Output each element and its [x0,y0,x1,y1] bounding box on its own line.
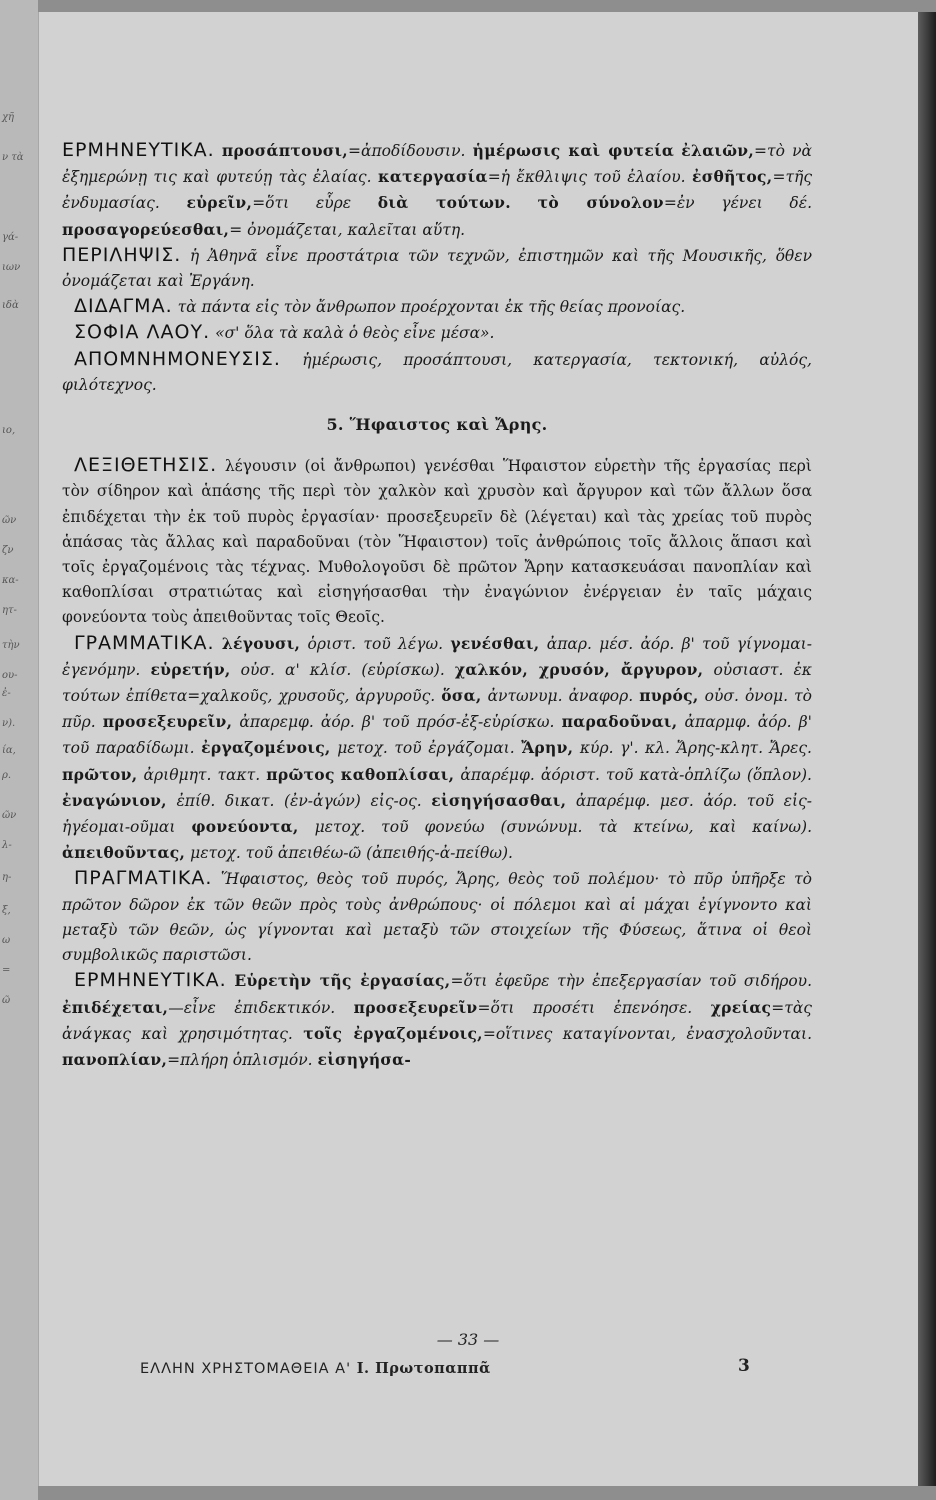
margin-fragment: η- [2,872,12,883]
margin-fragment: γά- [2,232,19,243]
signature-mark: 3 [738,1356,750,1376]
margin-fragment: ου- [2,670,18,681]
previous-page-edge [0,0,38,1500]
page-footer [140,1360,491,1377]
pragmatika-paragraph: ΠΡΑΓΜΑΤΙΚΑ. Ἥφαιστος, θεὸς τοῦ πυρός, Ἄρης, θεὸς τοῦ πολέμου· τὸ πῦρ ὑπῆρξε τὸ πρῶτον δῶρον ἐκ τῶν θεῶν πρὸς τοὺς ἀνθρώπους· οἱ πόλεμοι καὶ αἱ μάχαι ἐγίγνοντο καὶ μεταξὺ τῶν θεῶν, ὡς γίγνονται καὶ μεταξὺ τῶν στοιχείων τῆς Φύσεως, ἅτινα οἱ θεοὶ συμβολικῶς παριστῶσι. [62,867,812,965]
margin-fragment: ῶν [2,810,17,821]
margin-fragment: ἐ- [2,688,11,699]
margin-fragment: τὴν [2,640,20,651]
book-title: ΕΛΛΗΝ ΧΡΗΣΤΟΜΑΘΕΙΑ Α' [140,1361,352,1377]
margin-fragment: ω [2,935,11,946]
apomnimoneusis-paragraph: ΑΠΟΜΝΗΜΟΝΕΥΣΙΣ. ἡμέρωσις, προσάπτουσι, κατεργασία, τεκτονική, αὐλός, φιλότεχνος. [62,347,812,394]
page-number: — 33 — [436,1330,500,1349]
lexithetisis-paragraph: ΛΕΞΙΘΕΤΗΣΙΣ. λέγουσιν (οἱ ἄνθρωποι) γενέσθαι Ἥφαιστον εὑρετὴν τῆς ἐργασίας περὶ τὸν σίδηρον καὶ ἁπάσης τῆς περὶ τὸν χαλκὸν καὶ χρυσὸν καὶ ἄργυρον καὶ τῶν ἄλλων ὅσα ἐπιδέχεται τὴν ἐκ τοῦ πυρὸς ἐργασίαν· προσεξευρεῖν δὲ (λέγεται) καὶ τὰς χρείας τοῦ πυρὸς ἁπάσας τὰς ἄλλας καὶ παραδοῦναι (τὸν Ἥφαιστον) τοῖς ἀνθρώποις τοῖς ἄλλοις ἅπασι καὶ τοῖς ἐργαζομένοις τὰς τέχνας. Μυθολογοῦσι δὲ πρῶτον Ἄρην κατασκευάσαι πανοπλίαν καὶ καθοπλίσαι στρατιώτας καὶ εἰσηγήσασθαι τὴν ἐναγώνιον ἐνέργειαν ἐν ταῖς μάχαις φονεύοντα τοὺς ἀπειθοῦντας τοῖς Θεοῖς. [62,454,813,627]
margin-fragment: ῶν [2,515,17,526]
grammatika-paragraph: ΓΡΑΜΜΑΤΙΚΑ. λέγουσι, ὁριστ. τοῦ λέγω. γενέσθαι, ἀπαρ. μέσ. ἀόρ. β' τοῦ γίγνομαι-ἐγενόμην. εὑρετήν, οὐσ. α' κλίσ. (εὑρίσκω). χαλκόν, χρυσόν, ἄργυρον, οὐσιαστ. ἐκ τούτων ἐπίθετα=χαλκοῦς, χρυσοῦς, ἀργυροῦς. ὅσα, ἀντωνυμ. ἀναφορ. πυρός, οὐσ. ὀνομ. τὸ πῦρ. προσεξευρεῖν, ἀπαρεμφ. ἀόρ. β' τοῦ πρόσ-ἐξ-εὑρίσκω. παραδοῦναι, ἀπαρμφ. ἀόρ. β' τοῦ παραδίδωμι. ἐργαζομένοις, μετοχ. τοῦ ἐργάζομαι. Ἄρην, κύρ. γ'. κλ. Ἄρης-κλητ. Ἄρες. πρῶτον, ἀριθμητ. τακτ. πρῶτος καθοπλίσαι, ἀπαρέμφ. ἀόριστ. τοῦ κατὰ-ὁπλίζω (ὅπλον). ἐναγώνιον, ἐπίθ. δικατ. (ἐν-ἀγών) εἰς-ος. εἰσηγήσασθαι, ἀπαρέμφ. μεσ. ἀόρ. τοῦ εἰς-ἡγέομαι-οῦμαι φονεύοντα, μετοχ. τοῦ φονεύω (συνώνυμ. τὰ κτείνω, καὶ καίνω). ἀπειθοῦντας, μετοχ. τοῦ ἀπειθέω-ῶ (ἀπειθής-ἀ-πείθω). [62,631,813,863]
margin-fragment: κα- [2,575,19,586]
margin-fragment: ιδὰ [2,300,19,311]
book-author: Ι. Πρωτοπαππᾶ [356,1360,491,1377]
margin-fragment: ν τὰ [2,152,24,163]
margin-fragment: ιων [2,262,21,273]
periliipsis-paragraph: ΠΕΡΙΛΗΨΙΣ. ἡ Ἀθηνᾶ εἶνε προστάτρια τῶν τεχνῶν, ἐπιστημῶν καὶ τῆς Μουσικῆς, ὅθεν ὀνομάζεται καὶ Ἐργάνη. [62,243,812,291]
section-heading: 5. Ἥφαιστος καὶ Ἄρης. [326,415,548,435]
hermeneutika-2-paragraph: ΕΡΜΗΝΕΥΤΙΚΑ. Εὑρετὴν τῆς ἐργασίας,=ὅτι ἐφεῦρε τὴν ἐπεξεργασίαν τοῦ σιδήρου. ἐπιδέχεται,—εἶνε ἐπιδεκτικόν. προσεξευρεῖν=ὅτι προσέτι ἐπενόησε. χρείας=τὰς ἀνάγκας καὶ χρησιμότητας. τοῖς ἐργαζομένοις,=οἵτινες καταγίνονται, ἐνασχολοῦνται. πανοπλίαν,=πλήρη ὁπλισμόν. εἰσηγήσα- [62,969,813,1069]
margin-fragment: ν). [2,718,16,729]
sofia-laou-paragraph: ΣΟΦΙΑ ΛΑΟΥ. «σ' ὅλα τὰ καλὰ ὁ θεὸς εἶνε μέσα». [74,321,495,344]
margin-fragment: ιο, [2,425,16,436]
margin-fragment: λ- [2,840,12,851]
margin-fragment: ξ, [2,905,11,916]
page-body [62,138,812,1073]
margin-fragment: ῶ [2,995,11,1006]
didagma-paragraph: ΔΙΔΑΓΜΑ. τὰ πάντα εἰς τὸν ἄνθρωπον προέρχονται ἐκ τῆς θείας προνοίας. [74,295,686,318]
margin-fragment: ία, [2,745,16,756]
margin-fragment: = [2,965,11,976]
margin-fragment: ητ- [2,605,17,616]
margin-fragment: ζν [2,545,14,556]
book-spine-shadow [918,12,936,1486]
margin-fragment: χῆ [2,112,15,123]
hermeneutika-paragraph: ΕΡΜΗΝΕΥΤΙΚΑ. προσάπτουσι,=ἀποδίδουσιν. ἡμέρωσις καὶ φυτεία ἐλαιῶν,=τὸ νὰ ἐξημερώνῃ τις καὶ φυτεύῃ τὰς ἐλαίας. κατεργασία=ἡ ἔκθλιψις τοῦ ἐλαίου. ἐσθῆτος,=τῆς ἐνδυμασίας. εὑρεῖν,=ὅτι εὗρε διὰ τούτων. τὸ σύνολον=ἐν γένει δέ. προσαγορεύεσθαι,= ὀνομάζεται, καλεῖται αὕτη. [62,139,813,239]
margin-fragment: ρ. [2,770,12,781]
